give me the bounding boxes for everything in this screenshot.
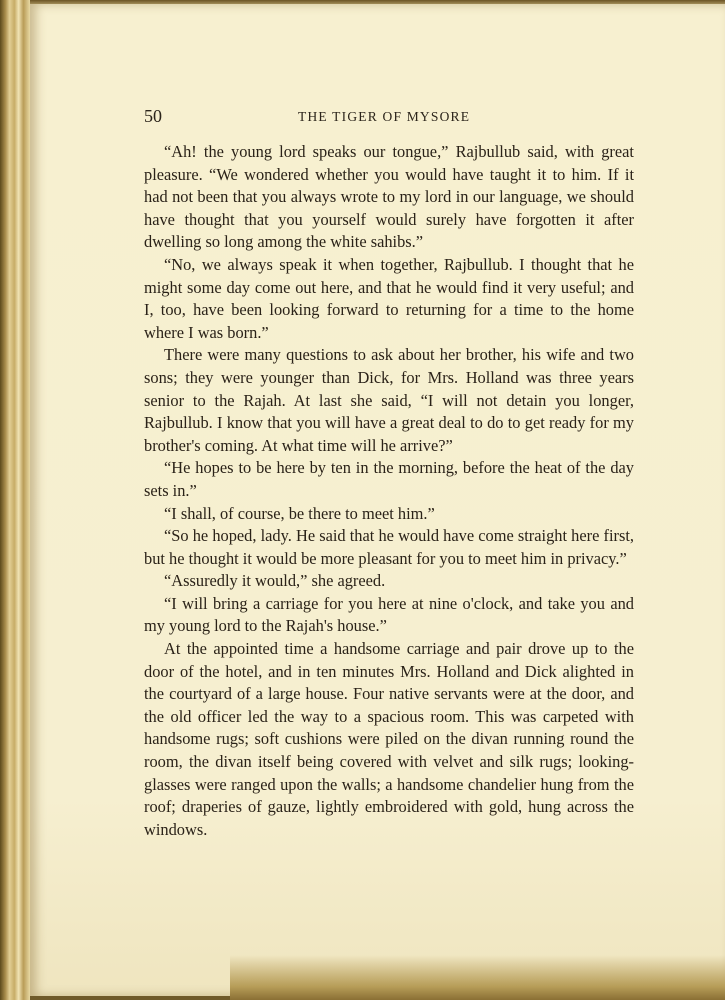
paragraph: There were many questions to ask about her brother, his wife and two sons; they were younger than Dick, for Mrs. Holland was three years senior to the Rajah. At last she said, “I will not detain you longer, Rajbullub. I know that you will have a great deal to do to get ready for my brother's coming. At what time will he arrive?” [144, 345, 634, 455]
paragraph: “I shall, of course, be there to meet him.” [164, 503, 435, 523]
paragraph: At the appointed time a handsome carriage and pair drove up to the door of the hotel, and in ten minutes Mrs. Holland and Dick alighted in the courtyard of a large house. Four native servants were at the door, and the old officer led the way to a spacious room. This was carpeted with handsome rugs; soft cushions were piled on the divan running round the room, the divan itself being covered with velvet and silk rugs; looking-glasses were ranged upon the walls; a handsome chandelier hung from the roof; draperies of gauze, lightly embroidered with gold, hung across the windows. [144, 639, 634, 839]
page-header [144, 106, 632, 132]
paragraph: “No, we always speak it when together, Rajbullub. I thought that he might some day come out here, and that he would find it very useful; and I, too, have been looking forward to returning for a time to the home where I was born.” [144, 254, 634, 342]
paragraph: “He hopes to be here by ten in the morning, before the heat of the day sets in.” [144, 458, 634, 500]
paragraph: “Ah! the young lord speaks our tongue,” Rajbullub said, with great pleasure. “We wondered whether you would have taught it to him. If it had not been that you always wrote to my lord in our language, we should have thought that you yourself would surely have forgotten it after dwelling so long among the white sahibs.” [144, 142, 634, 252]
body-text [144, 141, 634, 841]
book-spine [0, 0, 30, 1000]
paragraph: “Assuredly it would,” she agreed. [164, 571, 386, 591]
paragraph: “So he hoped, lady. He said that he would have come straight here first, but he thought it would be more pleasant for you to meet him in privacy.” [144, 526, 634, 568]
page-number: 50 [144, 106, 162, 126]
page-bottom-edge [230, 955, 725, 1000]
paragraph: “I will bring a carriage for you here at nine o'clock, and take you and my young lord to the Rajah's house.” [144, 593, 634, 636]
running-head: THE TIGER OF MYSORE [298, 109, 471, 124]
